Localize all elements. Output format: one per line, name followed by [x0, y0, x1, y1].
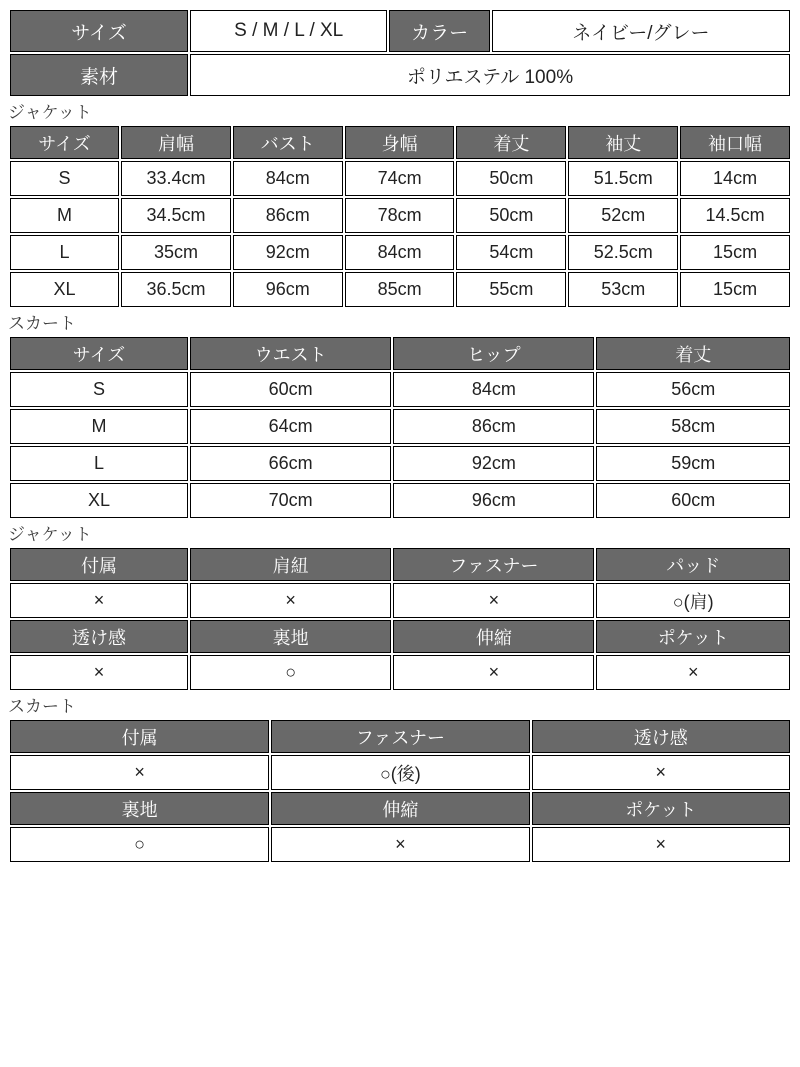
measure-cell: 84cm	[345, 235, 455, 270]
header-cell: 付属	[10, 720, 269, 753]
table-row	[10, 446, 790, 481]
measure-cell: 60cm	[596, 483, 790, 518]
measure-cell: 86cm	[393, 409, 594, 444]
measure-cell: 74cm	[345, 161, 455, 196]
feature-value-cell: ○	[10, 827, 269, 862]
measure-cell: 14cm	[680, 161, 790, 196]
feature-value-cell: ×	[10, 583, 188, 618]
feature-value-row	[10, 583, 790, 618]
measure-cell: 54cm	[456, 235, 566, 270]
header-cell: バスト	[233, 126, 343, 159]
section-title-jacket-features: ジャケット	[8, 525, 92, 544]
feature-value-cell: ×	[532, 827, 790, 862]
measure-cell: 15cm	[680, 272, 790, 307]
header-cell: ヒップ	[393, 337, 594, 370]
feature-value-cell: ×	[596, 655, 790, 690]
measure-cell: 84cm	[393, 372, 594, 407]
feature-header-row	[10, 620, 790, 653]
product-info-table	[8, 8, 792, 98]
feature-value-cell: ×	[10, 655, 188, 690]
material-label-cell: 素材	[10, 54, 188, 96]
table-row	[10, 198, 790, 233]
table-row	[10, 235, 790, 270]
measure-cell: 60cm	[190, 372, 391, 407]
measure-cell: 52.5cm	[568, 235, 678, 270]
feature-value-cell: ×	[10, 755, 269, 790]
measure-cell: 51.5cm	[568, 161, 678, 196]
section-title-skirt-features: スカート	[8, 697, 76, 716]
feature-header-row	[10, 792, 790, 825]
size-label-cell: サイズ	[10, 10, 188, 52]
measure-cell: 58cm	[596, 409, 790, 444]
feature-value-cell: ×	[190, 583, 391, 618]
jacket-size-table	[8, 124, 792, 309]
header-cell: 裏地	[10, 792, 269, 825]
header-cell: 裏地	[190, 620, 391, 653]
table-row	[10, 409, 790, 444]
measure-cell: 56cm	[596, 372, 790, 407]
header-cell: 伸縮	[393, 620, 594, 653]
measure-cell: 59cm	[596, 446, 790, 481]
header-cell: ポケット	[532, 792, 790, 825]
jacket-features-table	[8, 546, 792, 692]
size-name-cell: L	[10, 446, 188, 481]
info-row-material	[10, 54, 790, 96]
measure-cell: 92cm	[233, 235, 343, 270]
feature-value-row	[10, 755, 790, 790]
header-cell: 付属	[10, 548, 188, 581]
feature-value-row	[10, 827, 790, 862]
header-cell: 肩幅	[121, 126, 231, 159]
section-title-jacket-size: ジャケット	[8, 103, 92, 122]
header-cell: パッド	[596, 548, 790, 581]
skirt-size-header-row	[10, 337, 790, 370]
header-cell: 着丈	[456, 126, 566, 159]
feature-value-cell: ×	[271, 827, 529, 862]
measure-cell: 92cm	[393, 446, 594, 481]
header-cell: 着丈	[596, 337, 790, 370]
feature-header-row	[10, 548, 790, 581]
feature-value-cell: ○	[190, 655, 391, 690]
header-cell: 肩紐	[190, 548, 391, 581]
measure-cell: 78cm	[345, 198, 455, 233]
size-name-cell: XL	[10, 483, 188, 518]
material-value-cell: ポリエステル 100%	[190, 54, 790, 96]
table-row	[10, 372, 790, 407]
measure-cell: 66cm	[190, 446, 391, 481]
feature-value-cell: ×	[393, 583, 594, 618]
measure-cell: 86cm	[233, 198, 343, 233]
feature-value-cell: ○(肩)	[596, 583, 790, 618]
size-value-cell: S / M / L / XL	[190, 10, 387, 52]
jacket-size-header-row	[10, 126, 790, 159]
size-name-cell: S	[10, 161, 119, 196]
skirt-features-table	[8, 718, 792, 864]
size-name-cell: M	[10, 198, 119, 233]
measure-cell: 53cm	[568, 272, 678, 307]
measure-cell: 55cm	[456, 272, 566, 307]
size-name-cell: S	[10, 372, 188, 407]
size-name-cell: XL	[10, 272, 119, 307]
header-cell: 透け感	[532, 720, 790, 753]
header-cell: 透け感	[10, 620, 188, 653]
measure-cell: 33.4cm	[121, 161, 231, 196]
color-value-cell: ネイビー/グレー	[492, 10, 790, 52]
header-cell: サイズ	[10, 126, 119, 159]
header-cell: 袖丈	[568, 126, 678, 159]
table-row	[10, 483, 790, 518]
measure-cell: 35cm	[121, 235, 231, 270]
measure-cell: 52cm	[568, 198, 678, 233]
header-cell: 伸縮	[271, 792, 529, 825]
header-cell: 身幅	[345, 126, 455, 159]
measure-cell: 85cm	[345, 272, 455, 307]
table-row	[10, 272, 790, 307]
header-cell: ポケット	[596, 620, 790, 653]
size-name-cell: M	[10, 409, 188, 444]
measure-cell: 70cm	[190, 483, 391, 518]
header-cell: サイズ	[10, 337, 188, 370]
measure-cell: 50cm	[456, 198, 566, 233]
feature-value-cell: ○(後)	[271, 755, 529, 790]
feature-value-cell: ×	[532, 755, 790, 790]
measure-cell: 34.5cm	[121, 198, 231, 233]
measure-cell: 15cm	[680, 235, 790, 270]
size-name-cell: L	[10, 235, 119, 270]
feature-header-row	[10, 720, 790, 753]
measure-cell: 50cm	[456, 161, 566, 196]
feature-value-row	[10, 655, 790, 690]
feature-value-cell: ×	[393, 655, 594, 690]
skirt-size-table	[8, 335, 792, 520]
measure-cell: 96cm	[393, 483, 594, 518]
header-cell: ファスナー	[393, 548, 594, 581]
measure-cell: 64cm	[190, 409, 391, 444]
measure-cell: 96cm	[233, 272, 343, 307]
section-title-skirt-size: スカート	[8, 314, 76, 333]
header-cell: ファスナー	[271, 720, 529, 753]
info-row-size-color	[10, 10, 790, 52]
header-cell: ウエスト	[190, 337, 391, 370]
header-cell: 袖口幅	[680, 126, 790, 159]
measure-cell: 84cm	[233, 161, 343, 196]
measure-cell: 36.5cm	[121, 272, 231, 307]
table-row	[10, 161, 790, 196]
measure-cell: 14.5cm	[680, 198, 790, 233]
color-label-cell: カラー	[389, 10, 490, 52]
